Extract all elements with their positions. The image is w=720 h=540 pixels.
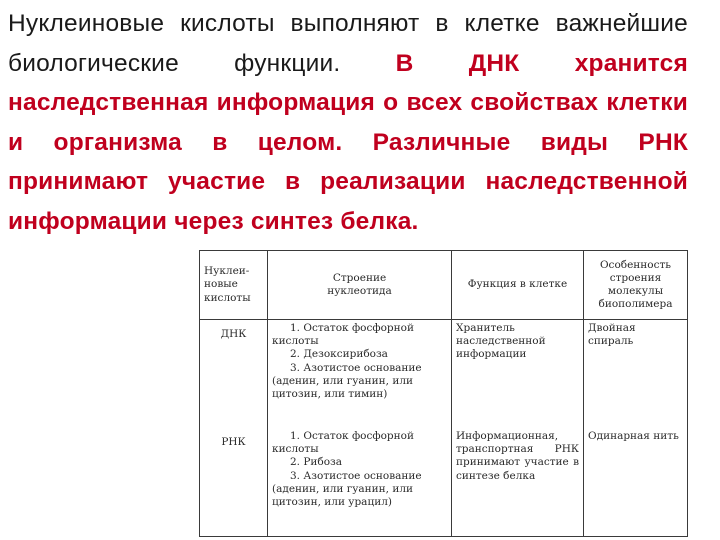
structure-line: 3. Азотистое основание xyxy=(290,469,422,482)
structure-line: (аденин, или гуанин, или xyxy=(272,374,413,387)
table-header-row xyxy=(200,251,688,320)
cell-function: Хранитель наследственной информации xyxy=(452,320,584,429)
header-nucleic-acids: Нуклеи- новые кислоты xyxy=(200,251,268,320)
intro-paragraph-highlight: В ДНК хранится наследственная информация о всех свойствах клетки и организма в целом. Различные виды РНК принимают участие в реализации наследственной информации через синтез белка. xyxy=(8,49,688,235)
cell-function: Информационная, транспортная РНК принимают участие в синтезе белка xyxy=(452,428,584,537)
header-function-in-cell: Функция в клетке xyxy=(452,251,584,320)
structure-line: 2. Дезоксирибоза xyxy=(290,348,388,361)
structure-line: (аденин, или гуанин, или xyxy=(272,482,413,495)
table-row xyxy=(200,320,688,429)
table-row xyxy=(200,428,688,537)
cell-polymer-feature: Двойная спираль xyxy=(584,320,688,429)
intro-paragraph-plain: Нуклеиновые кислоты выполняют в клетке важнейшие биологические функции. xyxy=(8,10,688,77)
cell-nucleotide-structure xyxy=(268,320,452,429)
nucleic-acids-table-image xyxy=(199,250,687,537)
nucleic-acids-table xyxy=(199,250,688,537)
intro-paragraph xyxy=(8,4,688,241)
cell-nucleotide-structure xyxy=(268,428,452,537)
structure-line: цитозин, или тимин) xyxy=(272,388,388,401)
structure-line: кислоты xyxy=(272,335,319,348)
structure-line: 1. Остаток фосфорной xyxy=(290,430,414,442)
structure-line: 1. Остаток фосфорной xyxy=(290,322,414,334)
header-polymer-feature: Особенность строения молекулы биополимера xyxy=(584,251,688,320)
cell-acid-name: РНК xyxy=(200,428,268,537)
structure-line: кислоты xyxy=(272,443,319,456)
structure-line: 3. Азотистое основание xyxy=(290,361,422,374)
structure-line: 2. Рибоза xyxy=(290,456,343,469)
structure-line: цитозин, или урацил) xyxy=(272,496,392,509)
header-nucleotide-structure: Строение нуклеотида xyxy=(268,251,452,320)
cell-polymer-feature: Одинарная нить xyxy=(584,428,688,537)
cell-acid-name: ДНК xyxy=(200,320,268,429)
